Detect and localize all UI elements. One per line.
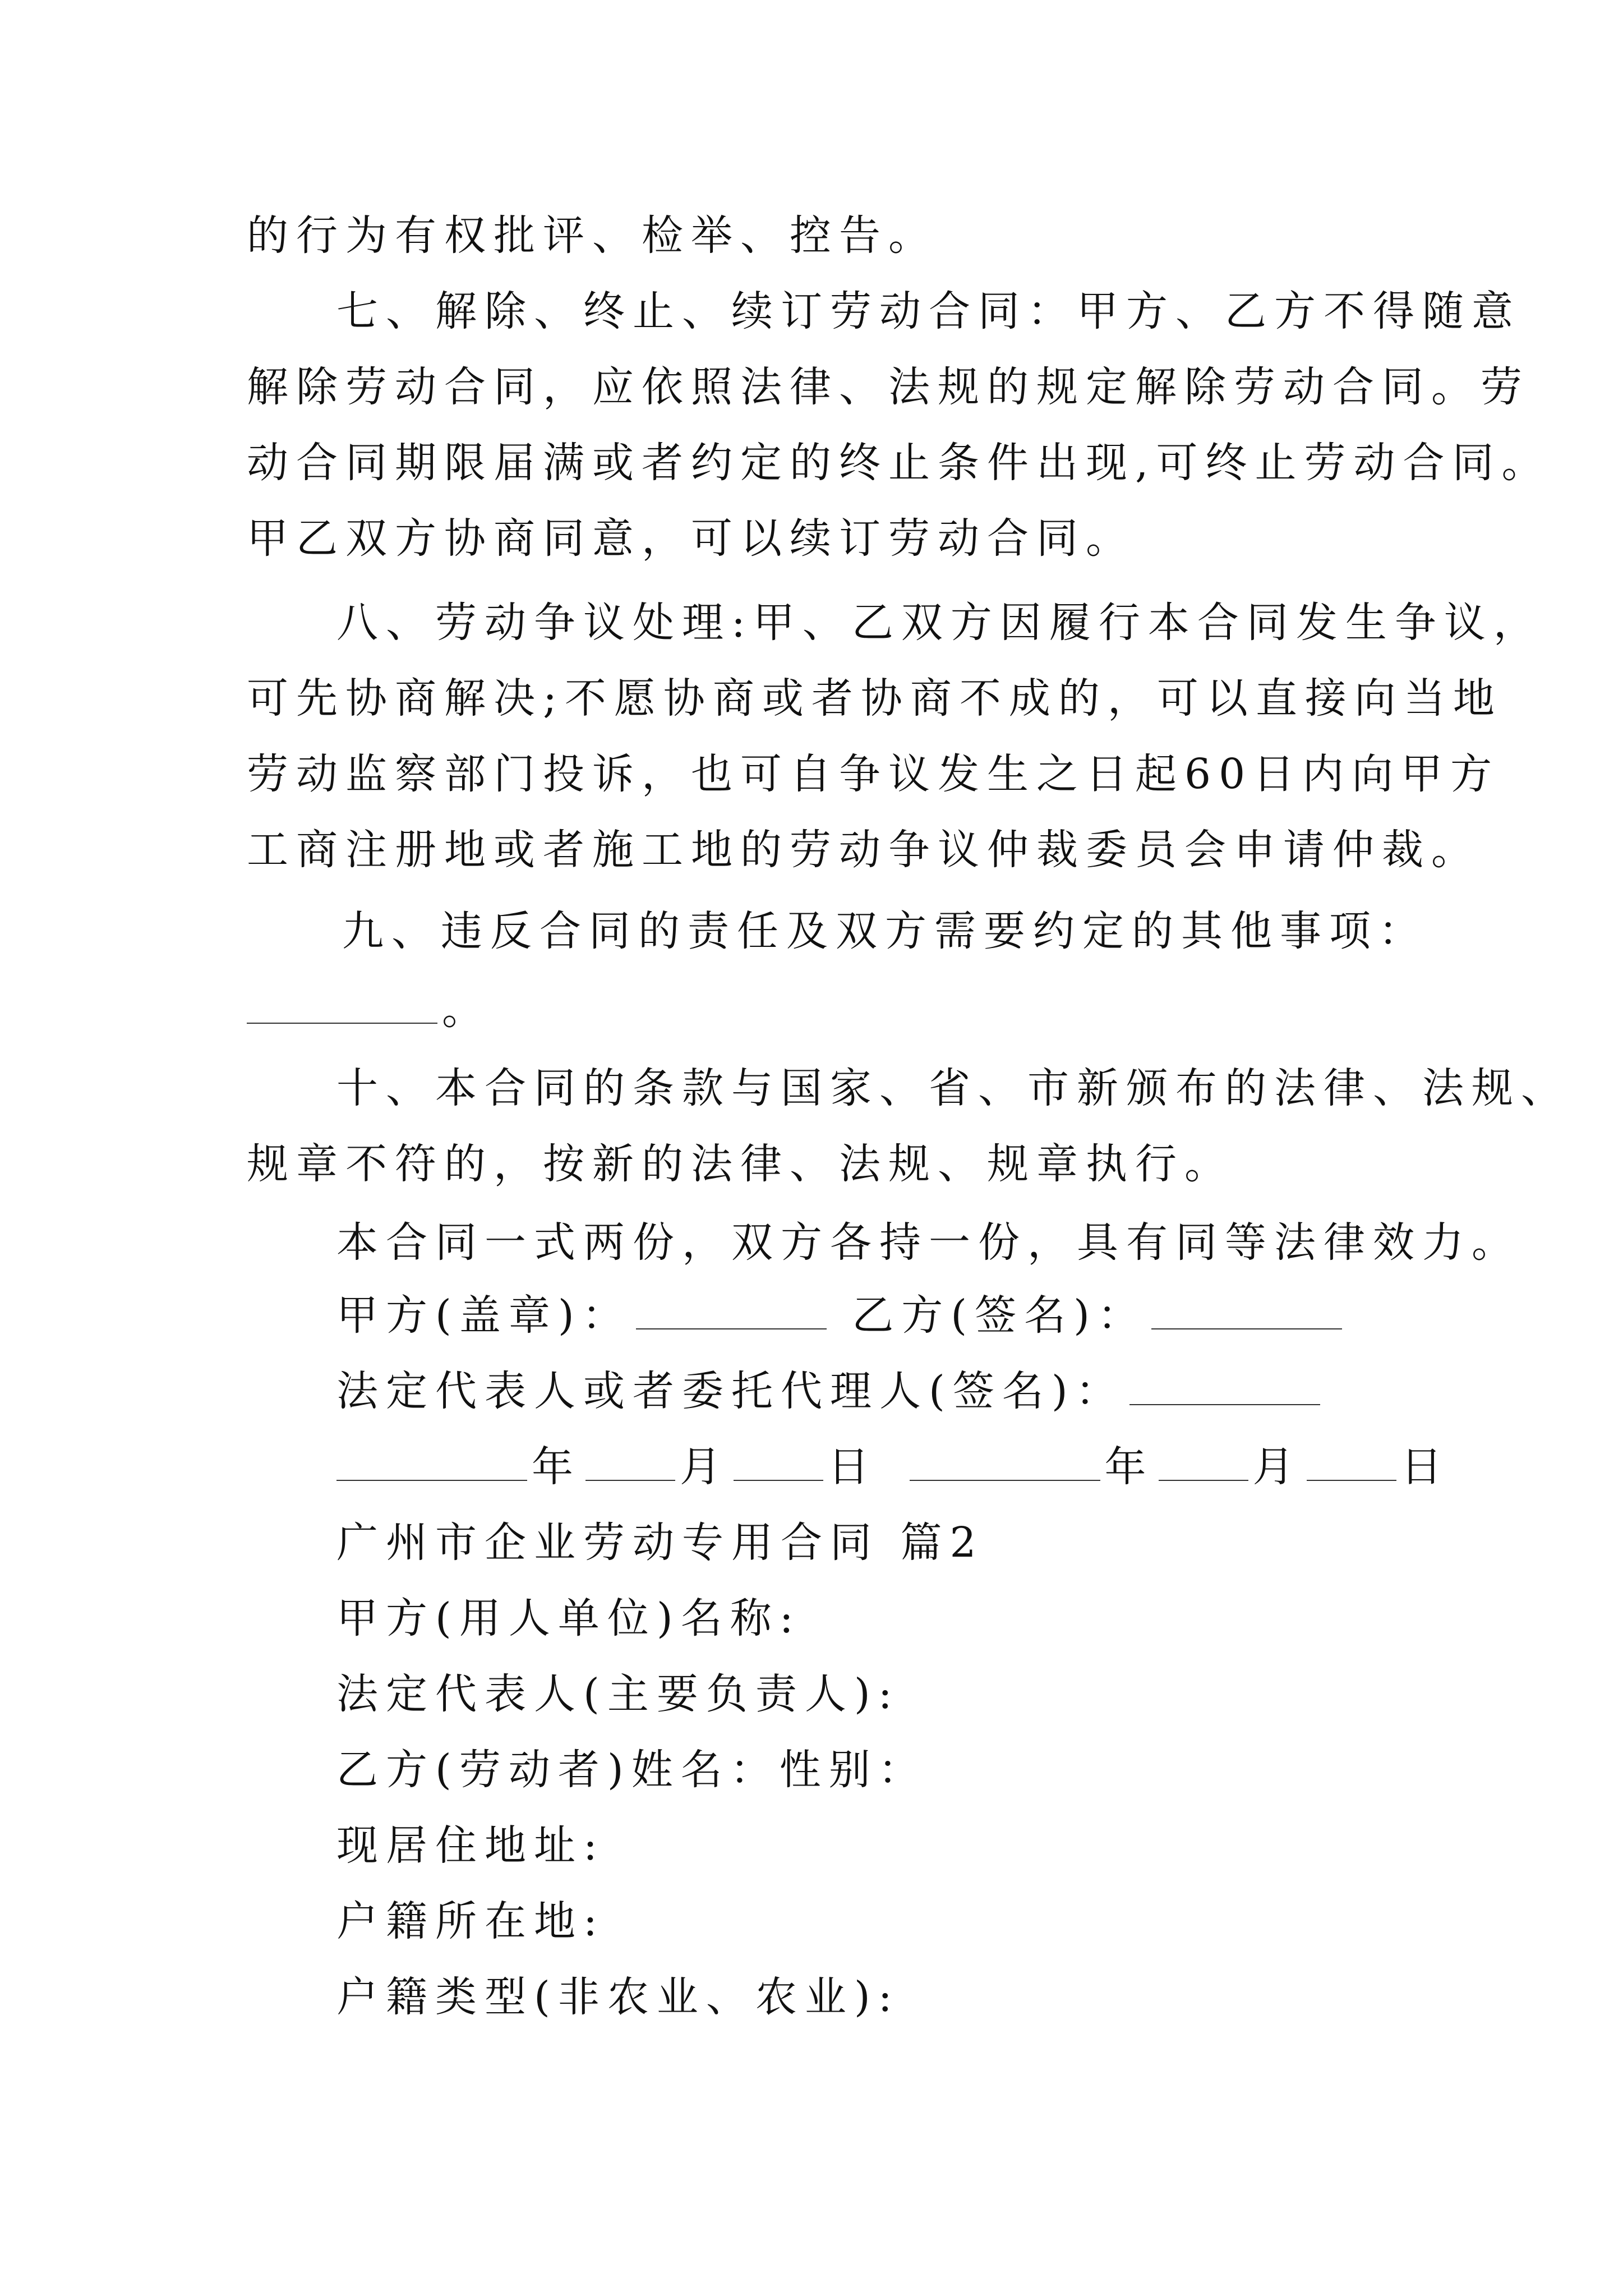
year-label: 年 [532, 1443, 581, 1491]
form-field-label: 户籍所在地: [336, 1897, 605, 1945]
day-field[interactable] [734, 1446, 823, 1481]
signature-line-parties [336, 1287, 1347, 1343]
paragraph-line: 的行为有权批评、检举、控告。 [247, 211, 938, 260]
section-title: 广州市企业劳动专用合同 篇2 [336, 1519, 984, 1567]
period: 。 [442, 986, 491, 1034]
copies-statement: 本合同一式两份，双方各持一份，具有同等法律效力。 [336, 1218, 1521, 1267]
paragraph-line: 工商注册地或者施工地的劳动争议仲裁委员会申请仲裁。 [247, 826, 1481, 874]
day-label: 日 [828, 1443, 877, 1491]
clause-8-heading: 八、劳动争议处理:甲、乙双方因履行本合同发生争议， [336, 599, 1543, 647]
month-field[interactable] [585, 1446, 675, 1481]
paragraph-line: 解除劳动合同，应依照法律、法规的规定解除劳动合同。劳 [247, 363, 1530, 411]
year-label-2: 年 [1104, 1443, 1154, 1491]
form-field-label: 法定代表人(主要负责人): [336, 1670, 900, 1718]
party-b-sign-field[interactable] [1151, 1295, 1342, 1329]
day-field-2[interactable] [1307, 1446, 1396, 1481]
clause-9-fill-line [247, 982, 491, 1038]
clause-9-heading: 九、违反合同的责任及双方需要约定的其他事项： [342, 907, 1428, 955]
form-field-label: 户籍类型(非农业、农业): [336, 1973, 900, 2021]
party-b-sign-label: 乙方(签名)： [852, 1291, 1147, 1340]
paragraph-line: 可先协商解决;不愿协商或者协商不成的，可以直接向当地 [247, 674, 1502, 723]
paragraph-line: 劳动监察部门投诉，也可自争议发生之日起60日内向甲方 [247, 750, 1500, 798]
clause-7-heading: 七、解除、终止、续订劳动合同：甲方、乙方不得随意 [336, 287, 1521, 335]
year-field-2[interactable] [910, 1446, 1100, 1481]
month-label-2: 月 [1252, 1443, 1302, 1491]
blank-field[interactable] [247, 989, 437, 1024]
paragraph-line: 甲乙双方协商同意，可以续订劳动合同。 [247, 514, 1135, 563]
year-field[interactable] [336, 1446, 527, 1481]
representative-sign-field[interactable] [1129, 1370, 1320, 1405]
representative-sign-label: 法定代表人或者委托代理人(签名)： [336, 1367, 1125, 1415]
month-field-2[interactable] [1159, 1446, 1248, 1481]
day-label-2: 日 [1400, 1443, 1450, 1491]
date-line [336, 1439, 1450, 1495]
paragraph-line: 规章不符的，按新的法律、法规、规章执行。 [247, 1140, 1234, 1188]
month-label: 月 [680, 1443, 729, 1491]
party-a-seal-field[interactable] [636, 1295, 827, 1329]
signature-line-representative [336, 1363, 1325, 1419]
party-a-seal-label: 甲方(盖章)： [336, 1291, 631, 1340]
form-field-label: 甲方(用人单位)名称: [336, 1594, 801, 1642]
form-field-label: 现居住地址: [336, 1821, 605, 1870]
form-field-label: 乙方(劳动者)姓名：性别： [336, 1746, 928, 1794]
clause-10-heading: 十、本合同的条款与国家、省、市新颁布的法律、法规、 [336, 1064, 1570, 1112]
paragraph-line: 动合同期限届满或者约定的终止条件出现,可终止劳动合同。 [247, 439, 1551, 487]
